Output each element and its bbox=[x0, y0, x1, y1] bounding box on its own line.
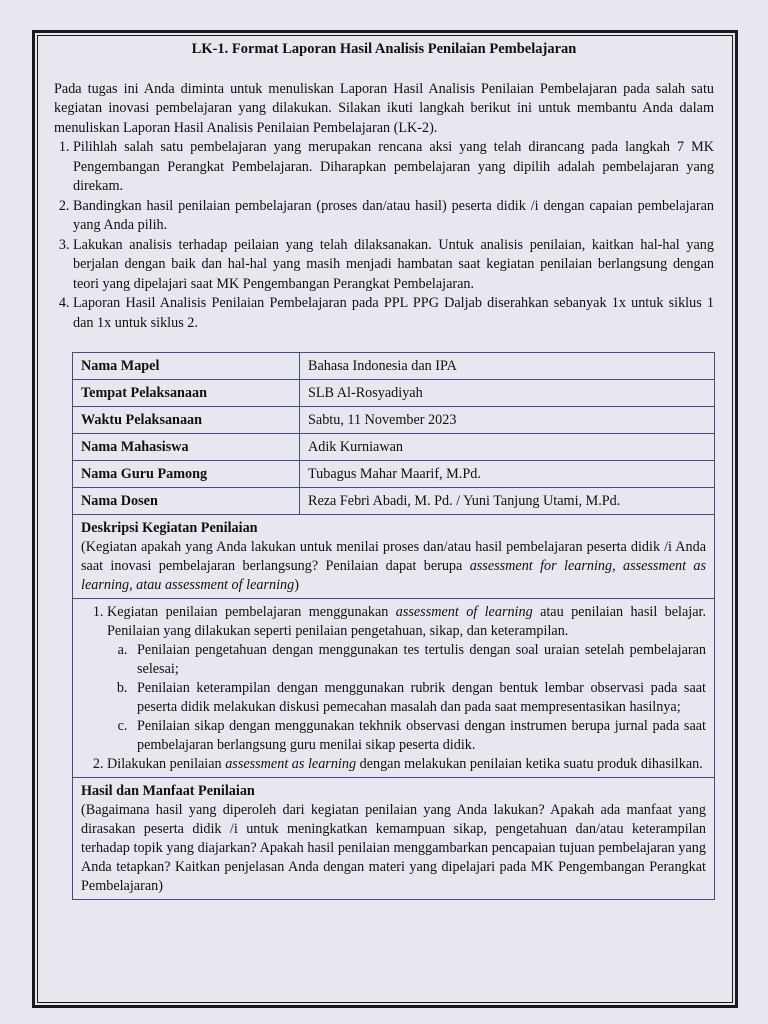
deskripsi-answer bbox=[73, 599, 715, 778]
instruction-steps bbox=[54, 138, 714, 333]
answer-item bbox=[107, 603, 706, 755]
answer-subitem: b. Penilaian keterampilan dengan menggunakan rubrik dengan bentuk lembar observasi pada saat peserta didik melakukan diskusi pemecahan masalah dan pada saat mempresentasikan hasilnya; bbox=[131, 679, 706, 717]
hasil-heading: Hasil dan Manfaat Penilaian bbox=[81, 783, 255, 799]
report-table bbox=[72, 352, 715, 900]
answer-subitem: c. Penilaian sikap dengan menggunakan tekhnik observasi dengan instrumen berupa jurnal pada saat pembelajaran berlangsung guru menilai sikap peserta didik. bbox=[131, 717, 706, 755]
document-body bbox=[54, 40, 714, 333]
answer-list bbox=[81, 603, 706, 774]
hasil-prompt: (Bagaimana hasil yang diperoleh dari kegiatan penilaian yang Anda lakukan? Apakah ada manfaat yang dirasakan peserta didik /i untuk meningkatkan kemampuan sikap, pengetahuan dan/atau keterampilan terhadap topik yang diajarkan? Apakah hasil penilaian menggambarkan pencapaian tujuan pembelajaran yang Anda tetapkan? Kaitkan penjelasan Anda dengan materi yang dipelajari pada MK Pengembangan Perangkat Pembelajaran) bbox=[81, 802, 706, 894]
answer-sublist bbox=[107, 641, 706, 755]
answer-text: Dilakukan penilaian bbox=[107, 756, 226, 772]
answer-text: Kegiatan penilaian pembelajaran menggunakan bbox=[107, 604, 396, 620]
table-row bbox=[73, 488, 715, 515]
deskripsi-prompt bbox=[81, 538, 706, 595]
intro-paragraph: Pada tugas ini Anda diminta untuk menuliskan Laporan Hasil Analisis Penilaian Pembelajaran pada salah satu kegiatan inovasi pembelajaran yang dilakukan. Silakan ikuti langkah berikut ini untuk membantu Anda dalam menuliskan Laporan Hasil Analisis Penilaian Pembelajaran (LK-2). bbox=[54, 80, 714, 136]
table-row bbox=[73, 353, 715, 380]
answer-italic: assessment of learning bbox=[395, 604, 533, 620]
prompt-italic: assessment for learning, assessment as learning, atau assessment of learning bbox=[81, 558, 706, 593]
step-item: 4. Laporan Hasil Analisis Penilaian Pembelajaran pada PPL PPG Daljab diserahkan sebanyak 1x untuk siklus 1 dan 1x untuk siklus 2. bbox=[73, 294, 714, 333]
step-item: 2. Bandingkan hasil penilaian pembelajaran (proses dan/atau hasil) peserta didik /i dengan capaian pembelajaran yang Anda pilih. bbox=[73, 197, 714, 236]
document-title: LK-1. Format Laporan Hasil Analisis Penilaian Pembelajaran bbox=[191, 41, 577, 57]
prompt-text: (Kegiatan apakah yang Anda lakukan untuk menilai proses dan/atau hasil pembelajaran peserta didik /i Anda saat inovasi pembelajaran berlangsung? Penilaian dapat berupa bbox=[81, 539, 706, 574]
table-row bbox=[73, 434, 715, 461]
table-row bbox=[73, 407, 715, 434]
deskripsi-section bbox=[73, 515, 715, 599]
deskripsi-answer-row bbox=[73, 599, 715, 778]
answer-text: dengan melakukan penilaian ketika suatu produk dihasilkan. bbox=[356, 756, 703, 772]
step-item: 3. Lakukan analisis terhadap peilaian yang telah dilaksanakan. Untuk analisis penilaian, kaitkan hal-hal yang berjalan dengan baik dan hal-hal yang masih menjadi hambatan saat kegiatan penilaian berlangsung dengan teori yang dipelajari saat MK Pengembangan Perangkat Pembelajaran. bbox=[73, 236, 714, 295]
row-label: Nama Mapel bbox=[73, 353, 300, 380]
row-value: SLB Al-Rosyadiyah bbox=[300, 380, 715, 407]
step-item: 1. Pilihlah salah satu pembelajaran yang merupakan rencana aksi yang telah dirancang pada langkah 7 MK Pengembangan Perangkat Pembelajaran. Diharapkan pembelajaran yang dipilih adalah pembelajaran yang direkam. bbox=[73, 138, 714, 197]
prompt-text: ) bbox=[294, 577, 299, 593]
row-value: Sabtu, 11 November 2023 bbox=[300, 407, 715, 434]
answer-text: atau penilaian hasil belajar. Penilaian yang dilakukan seperti penilaian pengetahuan, sikap, dan keterampilan. bbox=[107, 604, 707, 639]
answer-italic: assessment as learning bbox=[225, 756, 357, 772]
row-label: Tempat Pelaksanaan bbox=[73, 380, 300, 407]
row-label: Nama Guru Pamong bbox=[73, 461, 300, 488]
deskripsi-heading: Deskripsi Kegiatan Penilaian bbox=[81, 520, 258, 536]
row-label: Nama Mahasiswa bbox=[73, 434, 300, 461]
answer-item bbox=[107, 755, 706, 774]
row-label: Nama Dosen bbox=[73, 488, 300, 515]
deskripsi-header-row bbox=[73, 515, 715, 599]
hasil-row bbox=[73, 778, 715, 900]
row-value: Adik Kurniawan bbox=[300, 434, 715, 461]
table-row bbox=[73, 380, 715, 407]
row-value: Reza Febri Abadi, M. Pd. / Yuni Tanjung Utami, M.Pd. bbox=[300, 488, 715, 515]
row-label: Waktu Pelaksanaan bbox=[73, 407, 300, 434]
row-value: Bahasa Indonesia dan IPA bbox=[300, 353, 715, 380]
answer-subitem: a. Penilaian pengetahuan dengan menggunakan tes tertulis dengan soal uraian setelah pembelajaran selesai; bbox=[131, 641, 706, 679]
hasil-section bbox=[73, 778, 715, 900]
table-row bbox=[73, 461, 715, 488]
row-value: Tubagus Mahar Maarif, M.Pd. bbox=[300, 461, 715, 488]
